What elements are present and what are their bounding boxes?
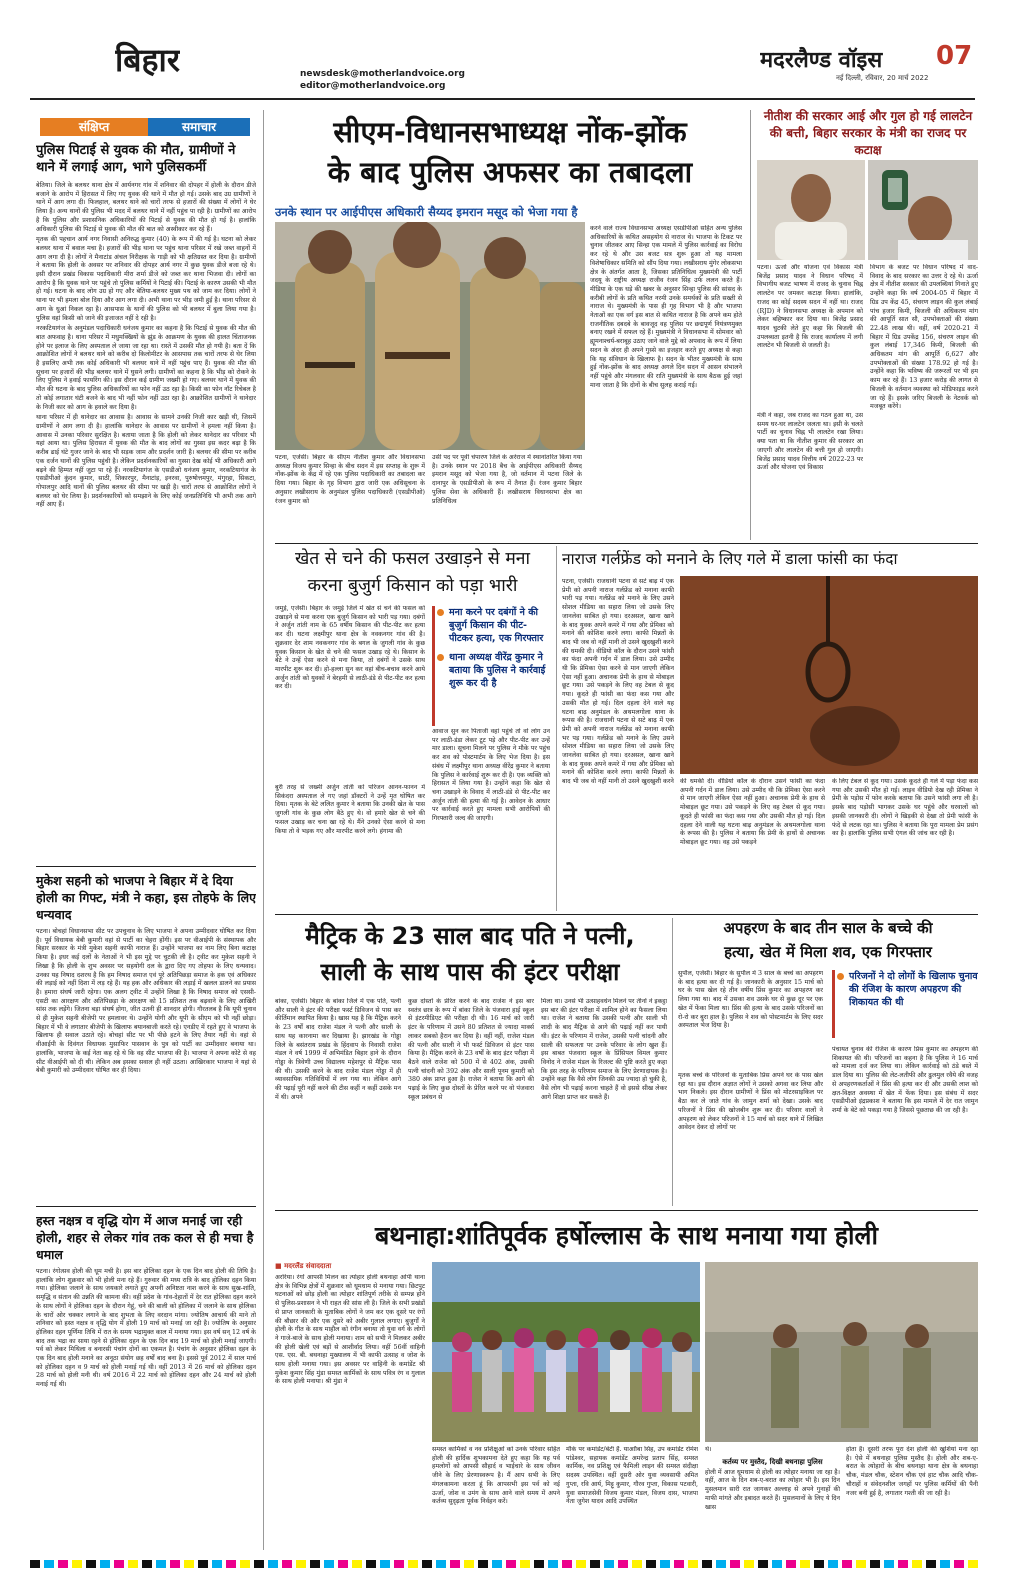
paragraph: पटना। बोचहां विधानसभा सीट पर उपचुनाव के लिए भाजपा ने अपना उम्मीदवार घोषित कर दिया है। पूर्व विधायक बेबी कुमारी वहां से पार्टी का चेहरा होंगी। इस पर वीआईपी के संस्थापक और बिहार सरकार के मंत्री मुकेश सहनी काफी नाराज हैं। उन्होंने भाजपा का नाम लिए बिना कटाक्ष किया है। इधर कई दलों के नेताओं ने भी इस मुद्दे पर चुटकी ली है। ट्वीट कर मुकेश सहनी ने लिखा है कि होली के शुभ अवसर पर सहयोगी दल के द्वारा दिए गए तोहफा के लिए धन्यवाद। उनका यह निषाद दशरथ है कि हम निषाद समाज एवं पूरे अतिपिछड़ा समाज के हक एवं अधिकार की लड़ाई को नहीं दिशा में लड़ रहे हैं। यह हक और अधिकार की लड़ाई में खलल डालने का प्रयास है। हमारा संघर्ष जारी रहेगा। एक अलग ट्वीट में उन्होंने लिखा है कि निषाद समाज को एससी-एसटी का आरक्षण और अतिपिछड़ा के आरक्षण को 15 प्रतिशत तक बढ़वाने के लिए आखिरी सांस तक लड़ेंगे। जितना बड़ा संघर्ष होगा, जीत उतनी ही शानदार होगी। गौरतलब है कि यूपी चुनाव से ही मुकेश सहनी बीजेपी पर हमलावर थे। उन्होंने योगी और यूपी के सीएम को भी नहीं छोड़ा। बिहार में भी वे लगातार बीजेपी के खिलाफ बयानबाजी करते रहे। एनडीए में रहते हुए वे भाजपा के खिलाफ ही सवाल उठाते रहे। बोचहां सीट पर भी पीछे हटने के लिए तैयार नहीं थे। वहां से वीआईपी के दिवंगत विधायक मुसाफिर पासवान के पुत्र को पार्टी का उम्मीदवार बनाया था। हालांकि, भाजपा के कई नेता कह रहे थे कि वह सीट भाजपा की है। भाजपा ने अपना कोटे से वह सीट वीआईपी को दी थी। लेकिन अब इसका सवाल ही नहीं उठता। आखिरकार भाजपा ने यहां से बेबी कुमारी को उम्मीदवार घोषित कर ही दिया।	[36, 928, 256, 1075]
divider	[275, 543, 978, 544]
matric-body-col3: मिला था। उनसे भी उत्साहवर्धन मिलने पर तीनों ने इकट्ठा इस बार की इंटर परीक्षा में शामिल होने का फैसला लिया था। राजेश ने बताया कि उसकी पत्नी और साली भी शादी के बाद मैट्रिक से आगे की पढ़ाई नहीं कर पायी थी। इंटर के परिणाम में राजेश, उसकी पत्नी चांदनी और साली की सफलता पर उनके परिवार के लोग खुश हैं। इस बाबत पंजवारा स्कूल के प्रिंसिपल विमल कुमार विनोद ने राजेश मंडल के रिजल्ट की पुष्टि करते हुए कहा कि इस तरह के परिणाम समाज के लिए प्रेरणादायक है। उन्होंने कहा कि वैसे लोग जिनकी उम्र ज्यादा हो चुकी है, वैसे लोग भी पढ़ाई करना चाहते हैं वो इससे सीख लेकर आगे शिक्षा प्राप्त कर सकते हैं।	[541, 998, 667, 1101]
matric-body-col1: बांका, एजेंसी। बिहार के बांका जिले में एक पति, पत्नी और साली ने इंटर की परीक्षा फर्स्ट डिविजन से पास कर कीर्तिमान स्थापित किया है। खास यह है कि मैट्रिक करने के 23 वर्षों बाद राजेश मंडल ने पत्नी और साली के साथ यह कारनामा कर दिखाया है। झारखंड के गोड्डा जिले के बसंतराय प्रखंड के हिंदवाप के निवासी राजेश मंडल ने वर्ष 1999 में अभिमंडित बिहार हाने के दौरान गोड्डा के त्रिवेणी उच्च विद्यालय महेशपुर से मैट्रिक पास की थी। उसकी करने के बाद राजेश मंडल गोड्डा में ही व्यावसायिक गतिविधियों में लग गया था। लेकिन आगे की पढ़ाई पूरी नहीं करने की टीस कहीं न कहीं उसके मन में थी। अपने	[275, 998, 401, 1101]
lead-headline-line-2: के बाद पुलिस अफसर का तबादला	[327, 155, 693, 189]
brief-tag-1: संक्षिप्त	[40, 118, 148, 136]
masthead	[760, 42, 980, 92]
section-title: बिहार	[115, 41, 180, 79]
kidnap-body-col1: सुपौल, एजेंसी। बिहार के सुपौल में 3 साल के बच्चे का अपहरण के बाद हत्या कर दी गई है। जानकारी के अनुसार 15 मार्च को घर के पास खेल रहे तीन वर्षीय प्रिंस कुमार का अपहरण कर लिया गया था। बाद में उसका शव उसके घर से कुछ दूर पर एक खेत में फेंका मिला था। प्रिंस की हत्या के बाद उसके परिजनों का रो-रो कर बुरा हाल है। पुलिस ने शव को पोस्टमार्टम के लिए सदर अस्पताल भेज दिया है।	[678, 970, 823, 1030]
girlfriend-body-col3: के लिए टेबल से कूद गया। उसके कूदते ही गले में पड़ा फंदा कस गया और उसकी मौत हो गई। लाइव वीडियो देख रही प्रेमिका ने प्रेमी के पड़ोस में फोन करके बताया कि उसने फांसी लगा ली है। इसके बाद पड़ोसी भागकर उसके घर पहुंचे और घरवालों को इसकी जानकारी दी। लोगों ने खिड़की से देखा तो प्रेमी फांसी के फंदे से लटक रहा था। पुलिस ने बताया कि पूरा मामला प्रेम प्रसंग का है। हालांकि पुलिस सभी एंगल की जांच कर रही है।	[832, 778, 978, 838]
nitish-headline: नीतीश की सरकार आई और गुल हो गई लालटेन की बत्ती, बिहार सरकार के मंत्री का राजद पर कटाक्ष	[763, 109, 973, 157]
paragraph: थाना परिसर में ही थानेदार का आवास है। आवास के सामने उनकी निजी कार खड़ी थी, जिसमें ग्रामीणों ने आग लगा दी है। हालांकि थानेदार के आवास पर ग्रामीणों ने हमला नहीं किया है। आवास में उनका परिवार सुरक्षित है। बताया जाता है कि होली को लेकर थानेदार का परिवार भी यहां आया था। पुलिस हिरासत में युवक की मौत के बाद लोगों का गुस्सा इस कदर बढ़ा है कि करीब ढाई घंटे गुजर जाने के बाद भी सड़क जाम और प्रदर्शन जारी है। बलथर की सीमा पर करीब एक दर्जन थानों की पुलिस पहुंची है। लेकिन प्रदर्शनकारियों का गुस्सा देख कोई भी अधिकारी आगे बढ़ने की हिम्मत नहीं जुटा पा रहे हैं। नरकटियागंज के एसडीओ धनंजय कुमार, नरकटियागंज के एसडीपीओ कुंदन कुमार, साठी, शिकारपुर, मैनाटांड़, इनरवा, पुरुषोत्तमपुर, मंगुरहा, सिकटा, गोपालपुर आदि थानों की पुलिस बलथर की सीमा पर खड़ी है। चारों तरफ से आक्रोशित लोगों ने बलथर को घेर लिया है। प्रदर्शनकारियों को समझाने के लिए कोई जनप्रतिनिधि भी अभी तक आगे नहीं आए हैं।	[36, 414, 256, 509]
holi-body-col4a: थे।	[705, 1446, 712, 1453]
page-number: 07	[936, 42, 973, 71]
header-emails	[300, 68, 465, 92]
kisan-body-col2: आवाज सुन कर पिताजी वहां पहुंचे तो वो लोग उन पर लाठी-डंडा लेकर टूट पड़े और पीट-पीट कर उन्हें मार डाला। सूचना मिलने पर पुलिस ने मौके पर पहुंच कर शव को पोस्टमार्टम के लिए भेज दिया है। इस संबंध में लक्ष्मीपुर थाना अध्यक्ष वीरेंद्र कुमार ने बताया कि पुलिस ने कार्रवाई शुरू कर दी है। एक व्यक्ति को हिरासत में लिया गया है। उन्होंने कहा कि खेत से चना उखाड़ने के विवाद में लाठी-डंडे से पीट-पीट कर अर्जुन तांती की हत्या की गई है। आवेदन के आधार पर कार्रवाई करते हुए मामला सभी आरोपियों की गिरफ्तारी जल्द की जाएगी।	[432, 728, 550, 823]
kisan-body-col1b: बुरी तरह से जख्मी अर्जुन तांती को परिजन आनन-फानन में सिकंदरा अस्पताल ले गए जहां डॉक्टरों ने उन्हें मृत घोषित कर दिया। मृतक के बेटे ललित कुमार ने बताया कि उनकी खेत के पास जुगली गांव के कुछ लोग बैठे हुए थे। वो हमारे खेत से चने की फसल उखाड़ कर चना खा रहे थे। मैंने उनको ऐसा करने से मना किया तो वे भड़क गए और मारपीट करने लगे। हंगामा की	[275, 784, 425, 835]
color-register-strip	[30, 1560, 980, 1568]
holi-body-col2: समस्त कार्मिकों व नव प्रशिक्षुओं को उनके परिवार सहित होली की हार्दिक शुभकामना देते हुए कहा कि यह पर्व हमलोगों को आपसी सौहार्द व भाईचारे के साथ जीवन जीने के लिए प्रेरणास्वरूप है। मैं आप सभी के लिए मंगलकामना करता हूं कि आपसभी इस पर्व को नई ऊर्जा, जोश व उमंग के साथ आने वाले समय में अपने कर्तव्य सुदृढ़ता पूर्वक निर्वहन करें।	[432, 1446, 560, 1506]
holi-body-col3: मौके पर कमांडेंट/बेटी हैं. याआौबा सिंह, उप कमांडेंट रोमेश पांडेश्वर, सहायक कमांडेंट अमरेन्द्र प्रताप सिंह, समस्त कार्मिक, नव प्रशिक्षु एवं फैमिली लाइन की समस्त संदीक्षा सदस्य उपस्थित। वहीं दूसरी ओर युवा व्यवसायी अमित गुप्ता, रवि आर्य, मिट्टू कुमार, गौरव गुप्ता, विकास पटवारी, युवा समाजसेवी विजय कुमार मंडल, विजय दास, भाजपा नेता जुगेश यादव आदि उपस्थित	[566, 1446, 698, 1506]
matric-body-col2: कुछ दोस्तों के प्रेरित करने के बाद राजेश ने इस बार स्वतंत्र छात्र के रूप में बांका जिले के पंजवारा हाई स्कूल से इंटरमीडिएट की परीक्षा दी थी। 16 मार्च को जारी इंटर के परिणाम में उसने 80 प्रतिशत से ज्यादा मार्क्स लाकर सबको हैरान कर दिया है। वहीं नहीं, राजेश मंडल की पत्नी और साली ने भी फर्स्ट डिविजन से इंटर पास किया है। मैट्रिक करने के 23 वर्षों के बाद इंटर परीक्षा में बैठने वाले राजेश को 500 में से 402 अंक, उसकी पत्नी चांदनी को 392 अंक और साली पूनम कुमारी को 380 अंक प्राप्त हुआ है। राजेश ने बताया कि आगे की पढ़ाई के लिए कुछ दोस्तों के प्रेरित करने पर वो पंजवारा स्कूल प्रबंधन से	[408, 998, 534, 1101]
dateline: नई दिल्ली, रविवार, 20 मार्च 2022	[836, 74, 929, 82]
kidnap-headline-line-2: हत्या, खेत में मिला शव, एक गिरफ्तार	[724, 943, 932, 961]
holi-headline: बथनाहा:शांतिपूर्वक हर्षोल्लास के साथ मनाया गया होली	[375, 1221, 878, 1250]
holi-body-col4: होली में आज धूमधाम से होली का त्योहार मनाया जा रहा है। वहीं, आज के दिन शब-ए-बरात का त्योहार भी है। इस दिन मुसलमान सारी रात जागकर अल्लाह से अपने गुनाहों की माफी मांगते और इबादत करते हैं। मुसलमानों के लिए ये दिन खास	[705, 1468, 840, 1511]
girlfriend-headline: नाराज गर्लफ्रेंड को मनाने के लिए गले में डाला फांसी का फंदा	[562, 550, 898, 568]
kidnap-highlight	[832, 970, 978, 1038]
newsdesk-email[interactable]: newsdesk@motherlandvoice.org	[300, 69, 465, 79]
story-mukesh-sahni-headline: मुकेश सहनी को भाजपा ने बिहार में दे दिया होली का गिफ्ट, मंत्री ने कहा, इस तोहफे के लिए धन्यवाद	[36, 873, 256, 922]
story-holi-date-body	[36, 1268, 256, 1390]
brief-tag-2: समाचार	[148, 118, 250, 136]
divider	[275, 1210, 978, 1211]
nitish-body-col2: मंत्री ने कहा, जब राजद का गठन हुआ था, उस समय घर-घर लालटेन जलता था। इसी के चलते पार्टी का चुनाव चिह्न भी लालटेन रखा लिया। क्या पता था कि नीतीश कुमार की सरकार आ जाएगी और लालटेन की बत्ती गुल हो जाएगी। बिजेंद्र प्रसाद यादव वित्तीय वर्ष 2022-23 पर ऊर्जा और योजना एवं विकास	[757, 412, 863, 472]
nitish-body-col3: विभाग के बजट पर विधान परिषद में वाद-विवाद के बाद सरकार का उत्तर दे रहे थे। ऊर्जा क्षेत्र में नीतीश सरकार की उपलब्धियां गिनाते हुए उन्होंने कहा कि वर्ष 2004-05 में बिहार में ग्रिड उप केंद्र 45, संचरण लाइन की कुल लंबाई पांच हजार किमी, बिजली की अधिकतम मांग की आपूर्ति सात सौ, उपभोक्ताओं की संख्या 22.48 लाख थी। वहीं, वर्ष 2020-21 में बिहार में ग्रिड उपकेंद्र 156, संचरण लाइन की कुल लंबाई 17,346 किमी, बिजली की अधिकतम मांग की आपूर्ति 6,627 और उपभोक्ताओं की संख्या 178.92 हो गई है। उन्होंने कहा कि भविष्य की जरूरतों पर भी हम काम कर रहे हैं। 13 हजार करोड़ की लागत से बिजली के वर्तमान व्यवस्था को मोडिफाइड करने जा रहे हैं। इसके जरिए बिजली के नेटवर्क को मजबूत करेंगे।	[870, 264, 978, 411]
brief-tag	[40, 118, 250, 136]
holi-subhead: कर्तव्य पर मुस्तैद, दिखी बथनाहा पुलिस	[722, 1457, 823, 1466]
kidnap-body-col1b: मृतक बच्चे के परिजनों के मुताबिक प्रिंस अपने घर के पास खेल रहा था। इस दौरान अज्ञात लोगों ने उसको अगवा कर लिया और भाग निकले। इस दौरान ग्रामीणों ने प्रिंस को मोटरसाइकिल पर बैठा कर ले जाते गांव के जामुन शर्मा को देखा। उसके बाद परिजनों ने प्रिंस की खोजबीन शुरू कर दी। परिवार वालों ने अपहरण को लेकर परिजनों ने 15 मार्च को सदर थाने में लिखित आवेदन देकर दो लोगों पर	[678, 1072, 823, 1132]
divider	[36, 1206, 256, 1207]
column-divider	[750, 110, 751, 540]
girlfriend-body-col1: पटना, एजेंसी। राजधानी पटना से सटे बाढ़ में एक प्रेमी को अपनी नाराज गर्लफ्रेंड को मनाना काफी भारी पड़ गया। गर्लफ्रेंड को मनाने के लिए उसने सोशल मीडिया का सहारा लिया जो उसके लिए जानलेवा साबित हो गया। दरअसल, खाना खाने के बाद युवक अपने कमरे में गया और प्रेमिका को मनाने की कोशिश करने लगा। काफी मिन्नतों के बाद भी जब वो नहीं मानी तो उसने खुदखुशी करने की धमकी दी। वीडियो कॉल के दौरान उसने फांसी का फंदा अपनी गर्दन में डाल लिया। उसे उम्मीद थी कि प्रेमिका ऐसा करने से मान जाएगी लेकिन ऐसा नहीं हुआ। अचानक प्रेमी के हाथ से मोबाइल छूट गया। उसे पकड़ने के लिए वह टेबल से कूद गया। कूदते ही फांसी का फंदा कस गया और उसकी मौत हो गई। दिल दहला देने वाले यह घटना बाढ़ अनुमंडल के अथमलगोला थाना के रूपस की है। राजधानी पटना से सटे बाढ़ में एक प्रेमी को अपनी नाराज गर्लफ्रेंड को मनाना काफी भर पड़ गया। गर्लफ्रेंड को मनाने के लिए उसने सोशल मीडिया का सहारा लिया जो उसके लिए जानलेवा साबित हो गया। दरअसल, खाना खाने के बाद युवक अपने कमरे में गया और प्रेमिका को मनाने की कोशिश करने लगा। काफी मिन्नतों के बाद भी जब वो नहीं मानी तो उसने खुदखुशी करने	[562, 578, 674, 786]
matric-headline-line-2: साली के साथ पास की इंटर परीक्षा	[320, 958, 620, 986]
paragraph: पटना। रंगोत्सव होली की धूम मची है। इस बार होलिका दहन के एक दिन बाद होली की तिथि है। हालांकि लोग शुक्रवार को भी होली मना रहे हैं। गुरुवार की मध्य रात्रि के बाद होलिका दहन किया गया। होलिका जलाने के साथ जयकारे लगाते हुए अपनी अनिष्टता नाश करने के साथ सुख-शांति, समृद्धि व संतान की उन्नति की कामना की। वहीं प्रदेश के गांव-देहातों में देर रात होलिका दहन करने के साथ लोगों ने होलिका दहन के दौरान गेहूं, चने की बाली को होलिका में जलाने के साथ होलिका के चारों ओर चक्कर लगाने के बाद शुभता के लिए वरदान मांगा। ज्योतिष आचार्य की माने तो शनिवार को हस्त नक्षत्र व वृद्धि योग में होली 19 मार्च को मनाई जा रही है। ज्योतिष के अनुसार होलिका दहन पूर्णिमा तिथि में रात के समय भद्रामुक्त काल में मनाया गया। इस वर्ष सन् 12 वर्ष के बाद तक भद्रा का साया रहने से होलिका दहन के एक दिन बाद 19 मार्च को होली मनाई जाएगी। पर्व को लेकर मिथिला व बनारसी पंचांग दोनों का एकमत है। पंचांग के अनुसार होलिका दहन के एक दिन बाद होली मनाने का अनूठा संयोग छह वर्षों बाद बना है। इससे पूर्व 2012 में साल मार्च को होलिका दहन व 9 मार्च को होली मनाई गई थी। वहीं 2013 में 26 मार्च को होलिका दहन 28 मार्च को होली मनी थी। वर्ष 2016 में 22 मार्च को होलिका दहन और 24 मार्च को होली मनाई गई थी।	[36, 1268, 256, 1389]
column-divider	[672, 918, 673, 1206]
paragraph: नरकटियागंज के अनुमंडल पदाधिकारी धनंजय कुमार का कहना है कि पिटाई से युवक की मौत की बात अफवाह है। थाना परिसर में मधुमक्खियों के झुंड के आक्रमण के युवक की हालत चिंताजनक होने पर इलाज के लिए अस्पताल ले जाया जा रहा था। रास्ते में उसकी मौत हो गयी है। बता दें कि आक्रोशित लोगों ने बलथर थाने को करीब दो किलोमीटर के आसपास तक चारों तरफ से घेर लिया है इसलिए अभी तक कोई अधिकारी भी बलथर थाने में नहीं पहुंच पाए हैं। युवक की मौत की सूचना पर हजारों की भीड़ बलथर थाने में घुसने लगी। ग्रामीणों का कहना है कि भीड़ को रोकने के लिए पुलिस ने हवाई फायरिंग की। इस दौरान कई ग्रामीण जख्मी हो गए। बलथर थाने में युवक की मौत की घटना के बाद पुलिस अधिकारियों का फोन नहीं उठ रहा है। किसी का फोन नॉट रिचेबल है तो कोई लगातार घंटी बजने के बाद भी नहीं फोन नहीं उठा रहा है। आक्रोशित ग्रामीणों ने थानेदार के निजी कार को आग के हवाले कर दिया है।	[36, 325, 256, 411]
story-mukesh-sahni-body	[36, 928, 256, 1076]
kidnap-headline-line-1: अपहरण के बाद तीन साल के बच्चे की	[723, 919, 933, 937]
masthead-title: मदरलैण्ड वॉइस	[760, 48, 883, 73]
kisan-highlights	[432, 606, 550, 726]
kidnap-headline	[678, 916, 978, 964]
column-divider	[556, 546, 557, 911]
story-police-death	[36, 142, 256, 862]
header-rule	[30, 98, 975, 100]
kidnap-body-col2: पंचायत चुनाव की रंजिश के कारण प्रिंस कुमार का अपहरण की शिकायत की थी। परिजनों का कहना है कि पुलिस ने 16 मार्च को मामला दर्ज कर लिया था। लेकिन कार्रवाई को ठंडे बस्ते में डाल दिया था। पुलिस की लेट-लतीफी और ढुलमुल रवैये की वजह से अपहरणकर्ताओं ने प्रिंस की हत्या कर दी और उसकी लाश को क्षत-विक्षत अवस्था में खेत में फेंक दिया। इस संबंध में सदर एसडीपीओ इंद्रप्रकाश ने बताया कि इस मामले में देर रात जामुन शर्मा के बेटे को पकड़ा गया है जिससे पूछताछ की जा रही है।	[832, 1046, 978, 1114]
lead-headline-line-1: सीएम-विधानसभाध्यक्ष नोंक-झोंक	[333, 115, 687, 149]
noose-photo	[680, 576, 978, 774]
holi-body-col1: अररिया। रंगों आपसी मिलन का त्योहार होली बथनाहा ओपी थाना क्षेत्र के विभिन्न क्षेत्रों में शुक्रवार को धूमधाम से मनाया गया। छिटपुट घटनाओं को छोड़ होली का त्योहार शांतिपूर्ण तरीके से सम्पन्न होने से पुलिस-प्रशासन ने भी राहत की सांस ली है। जिले के सभी प्रखंडों से प्राप्त जानकारी के मुताबिक लोगों ने जम कर एक दूसरे पर रंगों की बौछार की और एक दूसरे को अबीर गुलाल लगाए। बुजुर्गों ने होली के गीत के साथ माहौल को रंगीन बनाया तो युवा वर्ग के लोगों ने गाजे-बाजे के साथ होली मनाया। शाम को सभी ने मिलकर अबीर की होली खेली एवं बड़ों से आशीर्वाद लिया। वहीं 56वीं वाहिनी एस. एस. बी. बथनाहा मुख्यालय में भी काफी उत्साह व जोश के साथ होली मनाया गया। इस अवसर पर वाहिनी के कमांडेंट श्री मुकेश कुमार सिंह मुंडा समस्त कार्मिकों के साथ पवित्र रंग व गुलाल के साथ होली मनाया। श्री मुंडा ने	[275, 1274, 425, 1386]
kisan-highlight-1: मना करने पर दबंगों ने की बुजुर्ग किसान की पीट-पीटकर हत्या, एक गिरफ्तार	[435, 606, 550, 645]
divider	[36, 866, 256, 867]
story-mukesh-sahni	[36, 872, 256, 1202]
lantern-leader-photo	[868, 160, 978, 260]
lead-headline	[275, 112, 745, 202]
holi-crowd-photo	[432, 1262, 700, 1442]
byline-text: मदरलैंड संवाददाता	[284, 1262, 332, 1270]
minister-photo	[757, 160, 865, 260]
holi-byline	[275, 1262, 425, 1271]
holi-police-photo	[705, 1262, 978, 1442]
divider	[275, 914, 978, 915]
story-police-death-headline: पुलिस पिटाई से युवक की मौत, ग्रामीणों ने थाने में लगाई आग, भागे पुलिसकर्मी	[36, 143, 236, 175]
kisan-highlight-2: थाना अध्यक्ष वीरेंद्र कुमार ने बताया कि पुलिस ने कार्रवाई शुरू कर दी है	[435, 651, 550, 690]
byline-icon: ■	[275, 1262, 285, 1270]
girlfriend-body-col2: की धमकी दी। वीडियो कॉल के दौरान उसने फांसी का फंदा अपनी गर्दन में डाल लिया। उसे उम्मीद थी कि प्रेमिका ऐसा करने से मान जाएगी लेकिन ऐसा नहीं हुआ। अचानक प्रेमी के हाथ से मोबाइल छूट गया। उसे पकड़ने के लिए वह टेबल से कूद गया। कूदते ही फांसी का फंदा कस गया और उसकी मौत हो गई। दिल दहला देने वाली यह घटना बाढ़ अनुमंडल के अथमलगोला थाना के रूपस की है। पुलिस ने बताया कि प्रेमी के हाथों से अचानक मोबाइल छूट गया। वह उसे पकड़ने	[680, 778, 825, 846]
paragraph: मृतक की पहचान आर्य नगर निवासी अनिरुद्ध कुमार (40) के रूप में की गई है। घटना को लेकर बलथर थाना में बवाल मचा है। हजारों की भीड़ थाना पर पहुंच थाना परिसर में रखे जब्त वाहनों में आग लगा दी है। लोगों ने मैनाटांड अंचल निरीक्षक के गाड़ी को भी क्षतिग्रस्त कर दिया है। ग्रामीणों ने बताया कि होली के अवसर पर शनिवार की दोपहर आर्य नगर में कुछ युवक डीजे बजा रहे थे। इसी दौरान प्रखंड विकास पदाधिकारी मीरा शर्मा डीजे को जब्त कर थाना भिजवा दी। लोगों का आरोप है कि युवक थाने पर पहुंचे तो पुलिस कर्मियों ने पिटाई की। पिटाई के कारण उसकी भी मौत हो गई। घटना के बाद लोग उग्र हो गए और बेतिया-बलथर मुख्य पथ को जाम कर दिया। लोगों ने थाना पर भी हमला बोल दिया और आग लगा दी। अभी थाना पर भीड़ जमी हुई है। थाना परिसर से आग के धुआं निकल रहा है। आसपास के थानों की पुलिस को भी बलथर में बुला लिया गया है। पुलिस वहां किसी को जाने की इजाजत नहीं दे रही है।	[36, 236, 256, 322]
kisan-body-col1: जमुई, एजेंसी। बिहार के जमुई जिले में खेत से चने की फसल को उखाड़ने से मना करना एक बुजुर्ग किसान को भारी पड़ गया। दबंगों ने अर्जुन तांती नाम के 65 वर्षीय किसान की पीट-पीट कर हत्या कर दी। घटना लक्ष्मीपुर थाना क्षेत्र के नवकनगर गांव की है। शुक्रवार देर शाम नवकनगर गांव के बगल के जुगली गांव के कुछ युवक किसान के खेत से चने की फसल उखाड़ रहे थे। किसान के बेटे ने उन्हें ऐसा करने से मना किया, तो दबंगों ने उसके साथ मारपीट शुरू कर दी। हो-हल्ला सुन कर वहां बीच-बचाव करने आये अर्जुन तांती को युवकों ने बेरहमी से लाठी-डंडे से पीट-पीट कर हत्या कर दी।	[275, 605, 425, 691]
holi-body-col5: होता है। दूसरी तरफ पूरा देश होली की खुशियां मना रहा है। ऐसे में बथनाहा पुलिस मुस्तैद है। होली और शब-ए-बरात के त्योहारों के बीच बथनाहा थाना क्षेत्र के बथनाहा चौक, मंडल चौक, स्टेशन चौक एवं हाट चौक आदि चौक-चौराहों व संवेदनशील जगहों पर पुलिस कर्मियों की पैनी नजर बनी हुई है, लगातार गश्ती की जा रही है।	[846, 1446, 978, 1497]
kidnap-highlight-1: परिजनों ने दो लोगों के खिलाफ चुनाव की रंजिश के कारण अपहरण की शिकायत की थी	[835, 970, 978, 1009]
lead-body-col3: करने वाले राज्य विधानसभा अध्यक्ष एसडीपीओ सहित अन्य पुलिस अधिकारियों के कथित असहयोग से नाराज थे। भाजपा के टिकट पर चुनाव जीतकर आए सिन्हा एक मामले में पुलिस कार्रवाई का विरोध कर रहे थे और उस बजट सत्र शुरू हुआ तो यह मामला विशेषाधिकार समिति को सौंप दिया गया। लखीसराय मुंगेर लोकसभा क्षेत्र के अंतर्गत आता है, जिसका प्रतिनिधित्व मुख्यमंत्री की पार्टी जदयू के राष्ट्रीय अध्यक्ष राजीव रंजन सिंह उर्फ ललन करते हैं। मीडिया के एक धड़े की खबर के अनुसार सिन्हा पुलिस की सांसद के करीबी लोगों के प्रति कथित नरमी उनके समर्थकों के प्रति सख्ती से नाराज थे। मुख्यमंत्री के पास ही गृह विभाग भी है और भाजपा नेताओं का एक वर्ग इस बात से कथित नाराज है कि अपने कम होते राजनीतिक दबदबे के बावजूद वह पुलिस पर छद्मपूर्ण नियंत्रणमुक्त बनाए रखने में सफल रहे हैं। मुख्यमंत्री ने विधानसभा में सोमवार को ह्यूमनाश्चर्य-बराबूह उठाए जाने वाले मुद्दे को अपवाद के रूप में लिया सदन के अंदर ही अपने गुस्से का इजहार करते हुए अध्यक्ष से कहा कि यह संविधान के खिलाफ है। सदन के भीतर मुख्यमंत्री के साथ हुई नोंक-झोंक के बाद अध्यक्ष अगले दिन सदन में आसन संभालने नहीं पहुंचे और मंगलवार की राति मुख्यमंत्री के साथ बैठक हुई जहां माना जाता है कि दोनों के बीच सुलह कराई गई।	[590, 225, 742, 389]
story-police-death-body	[36, 182, 256, 510]
lead-body-col1: पटना, एजेंसी। बिहार के सीएम नीतीश कुमार और विधानसभा अध्यक्ष विजय कुमार सिन्हा के बीच सदन में इस सप्ताह के शुरू में नोंक-झोंक के केंद्र में रहे एक पुलिस पदाधिकारी का तबादला कर दिया गया। बिहार के गृह विभाग द्वारा जारी एक अधिसूचना के अनुसार लखीसराय के अनुमंडल पुलिस पदाधिकारी (एसडीपीओ) रंजन कुमार को	[275, 454, 425, 505]
story-holi-date-headline: हस्त नक्षत्र व वृद्धि योग में आज मनाई जा रही होली, शहर से लेकर गांव तक कल से ही मचा है धमाल	[36, 1213, 254, 1262]
paragraph: बेतिया। जिले के बलथर थाना क्षेत्र में आर्यनगर गांव में शनिवार की दोपहर में होली के दौरान डीजे बजाने के आरोप में हिरासत में लिए गए युवक की थाने में मौत हो गई। उसके बाद उग्र ग्रामीणों ने थाने में आग लगा दी। फिलहाल, बलथर थाने को चारों तरफ से हजारों की संख्या में लोगों ने घेर लिया है। अन्य थानों की पुलिस भी मदद में बलथर थाने में नहीं पहुंच पा रही है। ग्रामीणों का आरोप है कि पुलिस और प्रशासनिक अधिकारियों की पिटाई से युवक की मौत हो गई है। हालांकि अधिकारी पुलिस की पिटाई से युवक की मौत की बात को अस्वीकार कर रहे हैं।	[36, 182, 256, 233]
editor-email[interactable]: editor@motherlandvoice.org	[300, 81, 446, 91]
story-holi-date	[36, 1212, 256, 1552]
matric-headline	[275, 918, 665, 990]
holi-col4	[705, 1446, 840, 1550]
nitish-body-col1: पटना। ऊर्जा और योजना एवं विकास मंत्री बिजेंद्र प्रसाद यादव ने विधान परिषद में विभागीय बजट भाषण में राजद के चुनाव चिह्न लालटेन पर जमकर कटाक्ष किया। हालांकि, राजद का कोई सदस्य सदन में नहीं था। राजद (RJD) ने विधानसभा अध्यक्ष के अपमान को लेकर बहिष्कार कर दिया था। बिजेंद्र प्रसाद यादव चुटकी लेते हुए कहा कि बिजली की उपलब्धता इतनी है कि राजद कार्यालय में लगी लालटेन भी बिजली से जलती है।	[757, 264, 863, 350]
column-divider	[263, 110, 264, 1550]
lead-body-col2: उसी पद पर पूर्वी चंपारण जिले के अरेराज में स्थानांतरित किया गया है। उनके स्थान पर 2018 बैच के आईपीएस अधिकारी सैय्यद इमरान मसूद को भेजा गया है, जो वर्तमान में पटना जिले के दानापुर के एसडीपीओ के रूप में तैनात हैं। रंजन कुमार बिहार पुलिस सेवा के अधिकारी हैं। लखीसराय विधानसभा क्षेत्र का प्रतिनिधित्व	[432, 454, 582, 505]
police-officers-photo	[275, 222, 585, 450]
kisan-headline: खेत से चने की फसल उखाड़ने से मना करना बुजुर्ग किसान को पड़ा भारी	[294, 549, 531, 596]
matric-headline-line-1: मैट्रिक के 23 साल बाद पति ने पत्नी,	[305, 922, 635, 950]
lead-deck: उनके स्थान पर आईपीएस अधिकारी सैय्यद इमरान मसूद को भेजा गया है	[275, 205, 578, 219]
